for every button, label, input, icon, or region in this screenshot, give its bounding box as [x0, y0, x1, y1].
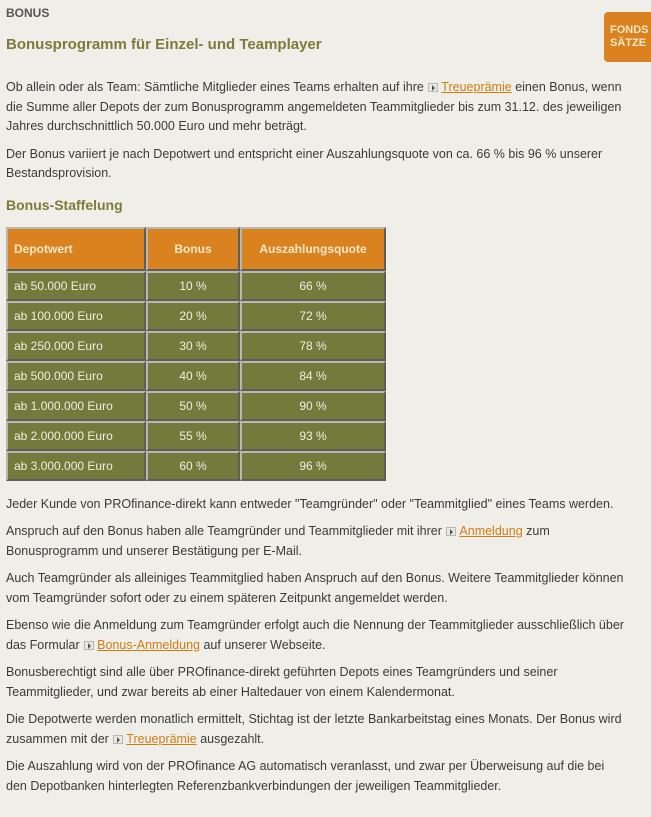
- bonus-table: [6, 227, 386, 481]
- text: ausgezahlt.: [200, 731, 265, 746]
- text: Die Depotwerte werden monatlich ermittelt, Stichtag ist der letzte Bankarbeitstag eines Monats. Der Bonus wird zusammen mit der: [6, 712, 622, 746]
- depotwert-cell: ab 250.000 Euro: [6, 331, 146, 361]
- treuepraemie-link[interactable]: Treueprämie: [441, 80, 512, 94]
- arrow-right-icon: [428, 83, 438, 92]
- bonus-cell: 50 %: [146, 391, 240, 421]
- table-row: [6, 331, 386, 361]
- table-row: [6, 361, 386, 391]
- auszahlungsquote-cell: 78 %: [240, 331, 386, 361]
- depotwert-cell: ab 500.000 Euro: [6, 361, 146, 391]
- fonds-button-line2: SÄTZE: [610, 37, 647, 49]
- table-row: [6, 391, 386, 421]
- column-header-depotwert: Depotwert: [6, 227, 146, 271]
- auszahlungsquote-cell: 90 %: [240, 391, 386, 421]
- table-header-row: [6, 227, 386, 271]
- main-content: [6, 78, 626, 804]
- depotwert-cell: ab 100.000 Euro: [6, 301, 146, 331]
- column-header-auszahlungsquote: Auszahlungsquote: [240, 227, 386, 271]
- text: Ob allein oder als Team: Sämtliche Mitglieder eines Teams erhalten auf ihre: [6, 80, 424, 94]
- fonds-button-line1: FONDS: [610, 24, 649, 36]
- table-row: [6, 451, 386, 481]
- arrow-right-icon: [446, 527, 456, 536]
- bonus-cell: 55 %: [146, 421, 240, 451]
- bonus-staffelung-heading: Bonus-Staffelung: [6, 196, 123, 213]
- paragraph-8: [6, 710, 626, 749]
- text: Anspruch auf den Bonus haben alle Teamgründer und Teammitglieder mit ihrer: [6, 524, 442, 538]
- treuepraemie-link-2[interactable]: Treueprämie: [126, 731, 197, 746]
- text: Ebenso wie die Anmeldung zum Teamgründer erfolgt auch die Nennung der Teammitglieder ausschließlich über das Formular: [6, 618, 624, 652]
- column-header-bonus: Bonus: [146, 227, 240, 271]
- depotwert-cell: ab 3.000.000 Euro: [6, 451, 146, 481]
- bonus-cell: 20 %: [146, 301, 240, 331]
- arrow-right-icon: [113, 735, 123, 744]
- paragraph-3: Jeder Kunde von PROfinance-direkt kann entweder "Teamgründer" oder "Teammitglied" eines Teams werden.: [6, 496, 614, 511]
- arrow-right-icon: [84, 641, 94, 650]
- auszahlungsquote-cell: 66 %: [240, 271, 386, 301]
- table-row: [6, 301, 386, 331]
- auszahlungsquote-cell: 93 %: [240, 421, 386, 451]
- auszahlungsquote-cell: 96 %: [240, 451, 386, 481]
- depotwert-cell: ab 1.000.000 Euro: [6, 391, 146, 421]
- depotwert-cell: ab 2.000.000 Euro: [6, 421, 146, 451]
- bonus-cell: 60 %: [146, 451, 240, 481]
- text: auf unserer Webseite.: [203, 637, 326, 652]
- intro-paragraph-1: [6, 78, 626, 137]
- paragraph-4: [6, 522, 626, 561]
- paragraph-9: Die Auszahlung wird von der PROfinance AG automatisch veranlasst, und zwar per Überweisung auf die bei den Depotbanken hinterlegten Referenzbankverbindungen der jeweiligen Teammitglieder.: [6, 759, 605, 793]
- text: zum Bonusprogramm und unserer Bestätigung per E-Mail.: [6, 524, 550, 558]
- bonus-cell: 10 %: [146, 271, 240, 301]
- anmeldung-link[interactable]: Anmeldung: [459, 524, 523, 538]
- section-label: BONUS: [6, 6, 50, 20]
- depotwert-cell: ab 50.000 Euro: [6, 271, 146, 301]
- page-title: Bonusprogramm für Einzel- und Teamplayer: [6, 36, 322, 53]
- paragraph-6: [6, 616, 626, 655]
- bonus-anmeldung-link[interactable]: Bonus-Anmeldung: [97, 637, 200, 652]
- auszahlungsquote-cell: 72 %: [240, 301, 386, 331]
- bonus-cell: 40 %: [146, 361, 240, 391]
- text: einen Bonus, wenn die Summe aller Depots der zum Bonusprogramm angemeldeten Teammitglieder bis zum 31.12. des jeweiligen Jahres durchschnittlich 50.000 Euro und mehr beträgt.: [6, 80, 622, 133]
- paragraph-5: Auch Teamgründer als alleiniges Teammitglied haben Anspruch auf den Bonus. Weitere Teammitglieder können vom Teamgründer sofort oder zu einem späteren Zeitpunkt angemeldet werden.: [6, 571, 624, 605]
- table-row: [6, 271, 386, 301]
- table-row: [6, 421, 386, 451]
- auszahlungsquote-cell: 84 %: [240, 361, 386, 391]
- intro-paragraph-2: Der Bonus variiert je nach Depotwert und entspricht einer Auszahlungsquote von ca. 66 % bis 96 % unserer Bestandsprovision.: [6, 146, 603, 180]
- paragraph-7: Bonusberechtigt sind alle über PROfinance-direkt geführten Depots eines Teamgründers und seiner Teammitglieder, und zwar bereits ab einer Haltedauer von einem Kalendermonat.: [6, 665, 558, 699]
- fonds-saetze-button[interactable]: [604, 12, 651, 62]
- bonus-cell: 30 %: [146, 331, 240, 361]
